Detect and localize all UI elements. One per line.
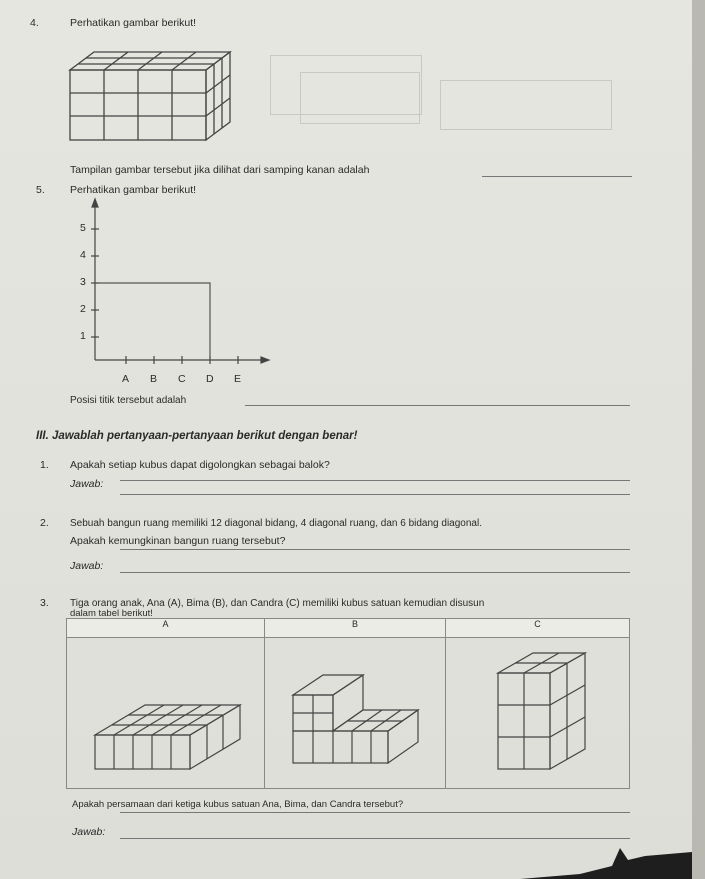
y-tick-label: 2 [80, 303, 86, 315]
s3-q3-text2: dalam tabel berikut! [70, 608, 153, 619]
page-edge-shadow [692, 0, 705, 879]
s3-q3-number: 3. [40, 597, 49, 609]
s3-q3-answer-label: Jawab: [72, 826, 106, 838]
s3-q1-text: Apakah setiap kubus dapat digolongkan sebagai balok? [70, 459, 330, 471]
q5-coordinate-grid [60, 195, 275, 390]
y-tick-label: 3 [80, 276, 86, 288]
table-header-c: C [446, 619, 630, 638]
y-tick-label: 1 [80, 330, 86, 342]
x-tick-label: B [150, 373, 158, 385]
figure-b-cube-arrangement [288, 660, 433, 770]
show-through-faint-box [300, 72, 420, 124]
s3-q2-answer-label: Jawab: [70, 560, 104, 572]
s3-q1-answer-label: Jawab: [70, 478, 104, 490]
q4-question: Tampilan gambar tersebut jika dilihat dari samping kanan adalah [70, 164, 370, 176]
section3-title: III. Jawablah pertanyaan-pertanyaan berikut dengan benar! [36, 430, 358, 442]
q4-number: 4. [30, 17, 39, 29]
x-tick-label: E [234, 373, 242, 385]
q5-number: 5. [36, 184, 45, 196]
s3-q2-text2: Apakah kemungkinan bangun ruang tersebut? [70, 535, 286, 547]
s3-q2-text: Sebuah bangun ruang memiliki 12 diagonal bidang, 4 diagonal ruang, dan 6 bidang diagonal. [70, 518, 482, 529]
s3-q2-answer-line [120, 572, 630, 573]
table-header-a: A [67, 619, 265, 638]
show-through-faint-box [440, 80, 612, 130]
y-tick-label: 4 [80, 249, 86, 261]
point-guide-lines [95, 283, 210, 360]
x-tick-label: D [206, 373, 214, 385]
s3-q3-text: Tiga orang anak, Ana (A), Bima (B), dan Candra (C) memiliki kubus satuan kemudian disusun [70, 598, 485, 609]
s3-q2-answer-line [120, 549, 630, 550]
y-axis-arrow [92, 199, 98, 207]
q5-question: Posisi titik tersebut adalah [70, 395, 187, 406]
q4-answer-line [482, 176, 632, 177]
q5-answer-line [245, 405, 630, 406]
s3-q2-number: 2. [40, 517, 49, 529]
q4-prompt: Perhatikan gambar berikut! [70, 17, 197, 29]
x-axis-arrow [261, 357, 269, 363]
y-tick-label: 5 [80, 222, 86, 234]
figure-c-cube-arrangement [490, 645, 600, 775]
s3-q1-answer-line [120, 480, 630, 481]
s3-q3-question: Apakah persamaan dari ketiga kubus satuan Ana, Bima, dan Candra tersebut? [72, 799, 404, 810]
s3-q1-number: 1. [40, 459, 49, 471]
s3-q1-answer-line [120, 494, 630, 495]
q5-prompt: Perhatikan gambar berikut! [70, 184, 197, 196]
figure-a-cube-arrangement [90, 685, 250, 775]
x-tick-label: A [122, 373, 130, 385]
table-header-b: B [265, 619, 446, 638]
q4-cube-block-figure [66, 48, 241, 148]
x-tick-label: C [178, 373, 186, 385]
corner-object-silhouette [520, 838, 692, 879]
s3-q3-answer-line [120, 812, 630, 813]
